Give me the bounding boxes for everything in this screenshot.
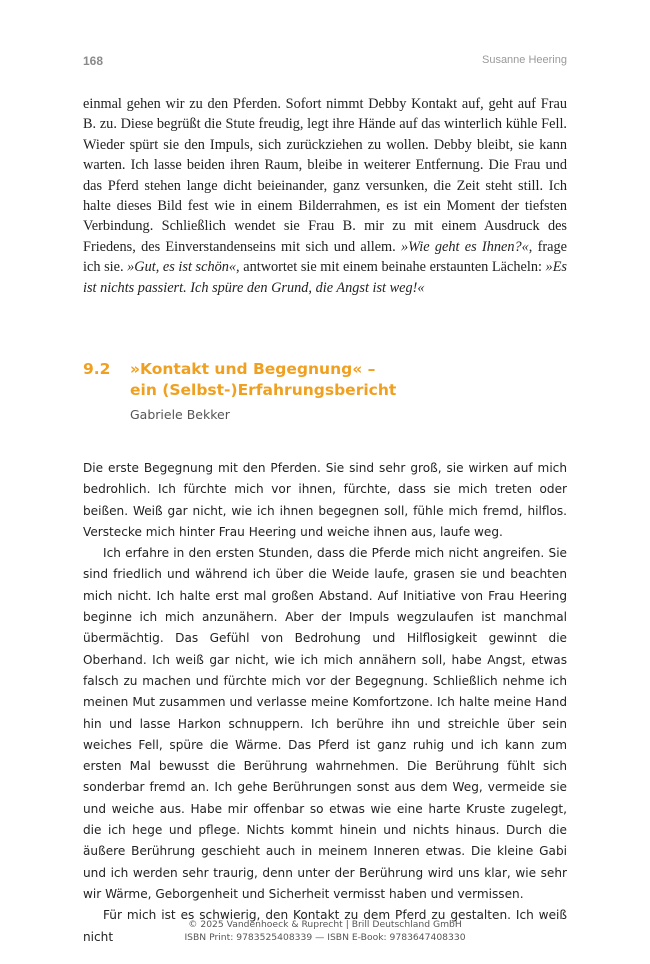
section-title-text-1: »Kontakt und Begegnung« – <box>130 360 376 378</box>
section-heading <box>83 359 567 422</box>
intro-paragraph <box>83 94 567 298</box>
page-number: 168 <box>83 54 104 68</box>
section-author: Gabriele Bekker <box>130 407 230 422</box>
section-title-line2: ein (Selbst-)Erfahrungsbericht <box>130 381 397 399</box>
isbn-line: ISBN Print: 9783525408339 — ISBN E-Book: 9783647408330 <box>184 932 466 943</box>
copyright-line: © 2025 Vandenhoeck & Ruprecht | Brill Deutschland GmbH <box>188 919 462 930</box>
body-paragraph-1: Die erste Begegnung mit den Pferden. Sie sind sehr groß, sie wirken auf mich bedrohlich. Ich fürchte mich vor ihnen, fürchte, dass sie mich treten oder beißen. Weiß gar nicht, wie ich ihnen begegnen soll, fühle mich fremd, hilflos. Verstecke mich hinter Frau Heering und weiche ihnen aus, laufe weg. <box>83 461 567 539</box>
page-footer <box>0 918 650 944</box>
section-number: 9.2 <box>83 360 111 378</box>
section-title-line1 <box>83 359 567 380</box>
body-text-block <box>83 458 567 948</box>
intro-text-b: , frage ich sie. <box>83 238 568 276</box>
intro-text-c: , antwortet sie mit einem beinahe erstaunten Lächeln: <box>236 259 546 276</box>
body-paragraph-3: Für mich ist es schwierig, den Kontakt zu dem Pferd zu gestalten. Ich weiß nicht <box>83 908 567 944</box>
intro-text-block <box>83 94 567 298</box>
running-head: Susanne Heering <box>481 54 567 66</box>
page-header <box>83 54 567 72</box>
quote-nichts-passiert: »Es ist nichts passiert. Ich spüre den Grund, die Angst ist weg!« <box>83 259 567 296</box>
quote-gut: »Gut, es ist schön« <box>127 259 237 276</box>
body-paragraph-2: Ich erfahre in den ersten Stunden, dass die Pferde mich nicht angreifen. Sie sind friedlich und während ich über die Weide laufe, grasen sie und beachten mich nicht. Ich halte erst mal großen Abstand. Auf Initiative von Frau Heering beginne ich mich anzunähern. Aber der Impuls wegzulaufen ist manchmal übermächtig. Das Gefühl von Bedrohung und Hilflosigkeit gewinnt die Oberhand. Ich weiß gar nicht, wie ich mich annähern soll, habe Angst, etwas falsch zu machen und fürchte mich vor der Begegnung. Schließlich nehme ich meinen Mut zusammen und verlasse meine Komfortzone. Ich halte meine Hand hin und lasse Harkon schnuppern. Ich berühre ihn und streichle über sein weiches Fell, spüre die Wärme. Das Pferd ist ganz ruhig und ich kann zum ersten Mal bewusst die Berührung wahrnehmen. Die Berührung fühlt sich sonderbar fremd an. Ich gehe Berührungen sonst aus dem Weg, vermeide sie und weiche aus. Habe mir offenbar so etwas wie eine harte Kruste zugelegt, die ich hege und pflege. Nichts kommt hinein und nichts hinaus. Durch die äußere Berührung geschieht auch in meinem Inneren etwas. Die kleine Gabi und ich werden sehr traurig, denn unter der Berührung wird uns klar, wie sehr wir Wärme, Geborgenheit und Sicherheit vermisst haben und vermissen. <box>83 546 567 901</box>
quote-wie-geht-es: »Wie geht es Ihnen?« <box>401 238 529 255</box>
intro-text-a: einmal gehen wir zu den Pferden. Sofort nimmt Debby Kontakt auf, geht auf Frau B. zu. Diese begrüßt die Stute freudig, legt ihre Hände auf das winterlich kühle Fell. Wieder spürt sie den Impuls, sich zurückziehen zu wollen. Debby bleibt, sie kann warten. Ich lasse beiden ihren Raum, bleibe in weiterer Entfernung. Die Frau und das Pferd stehen lange dicht beieinander, ganz versunken, die Zeit steht still. Ich halte dieses Bild fest wie in einem Bilderrahmen, es ist ein Moment der tiefsten Verbindung. Schließlich wendet sie Frau B. mir zu mit einem Ausdruck des Friedens, des Einverstandenseins mit sich und allem. <box>83 96 567 255</box>
